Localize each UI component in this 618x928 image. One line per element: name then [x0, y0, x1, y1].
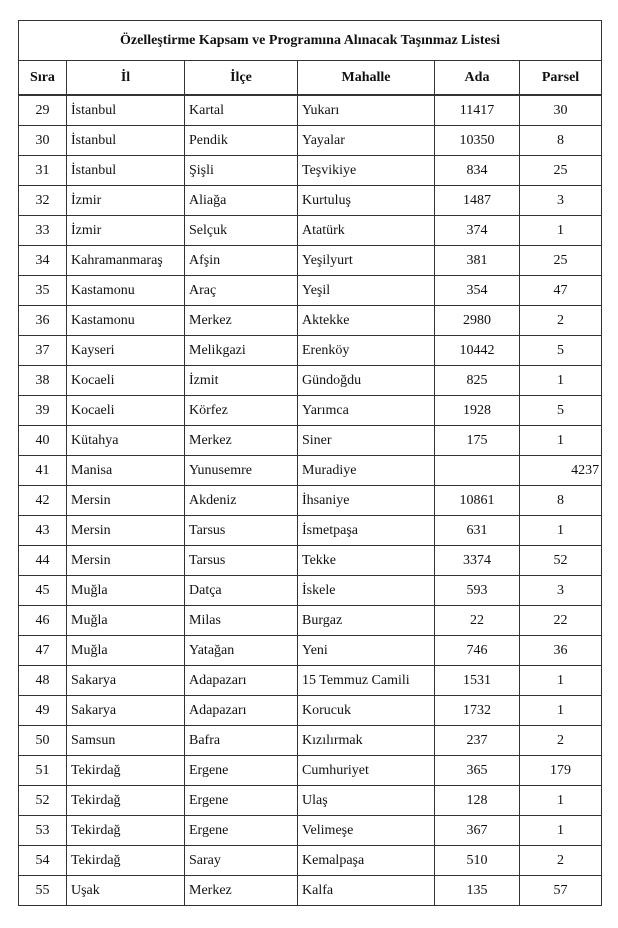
cell-il: Muğla	[67, 606, 185, 636]
cell-il: Mersin	[67, 516, 185, 546]
cell-sira: 39	[19, 396, 67, 426]
cell-il: Kocaeli	[67, 396, 185, 426]
cell-parsel: 1	[520, 516, 602, 546]
table-row	[19, 756, 602, 786]
cell-sira: 34	[19, 246, 67, 276]
cell-sira: 47	[19, 636, 67, 666]
cell-ilce: Merkez	[185, 426, 298, 456]
cell-ada: 10350	[435, 126, 520, 156]
cell-ilce: Saray	[185, 846, 298, 876]
table-row	[19, 276, 602, 306]
cell-mahalle: 15 Temmuz Camili	[298, 666, 435, 696]
table-row	[19, 816, 602, 846]
cell-parsel: 30	[520, 95, 602, 126]
cell-ilce: Milas	[185, 606, 298, 636]
cell-mahalle: İsmetpaşa	[298, 516, 435, 546]
table-row	[19, 95, 602, 126]
cell-mahalle: Kızılırmak	[298, 726, 435, 756]
cell-il: İzmir	[67, 216, 185, 246]
cell-il: Muğla	[67, 576, 185, 606]
cell-parsel: 2	[520, 726, 602, 756]
cell-ada: 381	[435, 246, 520, 276]
cell-ada: 2980	[435, 306, 520, 336]
cell-il: Sakarya	[67, 666, 185, 696]
cell-ada: 237	[435, 726, 520, 756]
cell-parsel: 25	[520, 156, 602, 186]
cell-sira: 41	[19, 456, 67, 486]
table-row	[19, 846, 602, 876]
table-row	[19, 726, 602, 756]
cell-ada: 10861	[435, 486, 520, 516]
cell-sira: 30	[19, 126, 67, 156]
table-row	[19, 126, 602, 156]
cell-sira: 52	[19, 786, 67, 816]
cell-il: İstanbul	[67, 156, 185, 186]
table-row	[19, 246, 602, 276]
cell-sira: 31	[19, 156, 67, 186]
table-row	[19, 696, 602, 726]
cell-ilce: Akdeniz	[185, 486, 298, 516]
cell-il: Tekirdağ	[67, 786, 185, 816]
cell-il: Muğla	[67, 636, 185, 666]
table-title: Özelleştirme Kapsam ve Programına Alınacak Taşınmaz Listesi	[19, 21, 602, 61]
header-row	[19, 61, 602, 96]
cell-sira: 32	[19, 186, 67, 216]
cell-mahalle: Kemalpaşa	[298, 846, 435, 876]
column-header-ilce: İlçe	[185, 61, 298, 96]
cell-ilce: Araç	[185, 276, 298, 306]
cell-il: Kastamonu	[67, 276, 185, 306]
cell-ilce: Bafra	[185, 726, 298, 756]
cell-il: Manisa	[67, 456, 185, 486]
cell-mahalle: Yayalar	[298, 126, 435, 156]
cell-ilce: Tarsus	[185, 516, 298, 546]
cell-ada: 1928	[435, 396, 520, 426]
cell-parsel: 3	[520, 186, 602, 216]
cell-parsel: 47	[520, 276, 602, 306]
cell-ada: 10442	[435, 336, 520, 366]
cell-parsel: 1	[520, 786, 602, 816]
cell-sira: 46	[19, 606, 67, 636]
cell-mahalle: Yeni	[298, 636, 435, 666]
cell-sira: 35	[19, 276, 67, 306]
cell-il: Kocaeli	[67, 366, 185, 396]
cell-sira: 42	[19, 486, 67, 516]
cell-ada: 631	[435, 516, 520, 546]
cell-mahalle: Ulaş	[298, 786, 435, 816]
cell-il: İzmir	[67, 186, 185, 216]
cell-il: Kütahya	[67, 426, 185, 456]
cell-parsel: 1	[520, 696, 602, 726]
cell-il: Samsun	[67, 726, 185, 756]
table-row	[19, 306, 602, 336]
cell-ilce: Ergene	[185, 816, 298, 846]
table-row	[19, 216, 602, 246]
cell-parsel: 52	[520, 546, 602, 576]
table-row	[19, 636, 602, 666]
cell-sira: 36	[19, 306, 67, 336]
cell-ilce: Ergene	[185, 786, 298, 816]
table-row	[19, 876, 602, 906]
cell-sira: 50	[19, 726, 67, 756]
cell-ada: 365	[435, 756, 520, 786]
cell-mahalle: Aktekke	[298, 306, 435, 336]
column-header-il: İl	[67, 61, 185, 96]
cell-mahalle: İskele	[298, 576, 435, 606]
cell-il: Uşak	[67, 876, 185, 906]
table-row	[19, 576, 602, 606]
cell-ilce: Pendik	[185, 126, 298, 156]
table-row	[19, 366, 602, 396]
cell-mahalle: Atatürk	[298, 216, 435, 246]
cell-ada: 128	[435, 786, 520, 816]
cell-ada: 825	[435, 366, 520, 396]
cell-parsel: 1	[520, 666, 602, 696]
cell-ilce: İzmit	[185, 366, 298, 396]
cell-ilce: Kartal	[185, 95, 298, 126]
cell-il: Kayseri	[67, 336, 185, 366]
cell-parsel: 8	[520, 486, 602, 516]
cell-mahalle: Burgaz	[298, 606, 435, 636]
cell-ilce: Yunusemre	[185, 456, 298, 486]
table-row	[19, 426, 602, 456]
cell-mahalle: Erenköy	[298, 336, 435, 366]
cell-il: Mersin	[67, 486, 185, 516]
cell-ilce: Merkez	[185, 306, 298, 336]
cell-ada: 510	[435, 846, 520, 876]
cell-parsel: 22	[520, 606, 602, 636]
table-row	[19, 396, 602, 426]
cell-ilce: Ergene	[185, 756, 298, 786]
cell-mahalle: Yukarı	[298, 95, 435, 126]
cell-il: Tekirdağ	[67, 756, 185, 786]
cell-sira: 37	[19, 336, 67, 366]
cell-ilce: Merkez	[185, 876, 298, 906]
cell-il: İstanbul	[67, 95, 185, 126]
cell-mahalle: Kurtuluş	[298, 186, 435, 216]
cell-ilce: Afşin	[185, 246, 298, 276]
cell-ada: 354	[435, 276, 520, 306]
cell-parsel: 8	[520, 126, 602, 156]
cell-mahalle: Yeşilyurt	[298, 246, 435, 276]
cell-ada: 135	[435, 876, 520, 906]
table-row	[19, 606, 602, 636]
cell-parsel: 1	[520, 366, 602, 396]
cell-mahalle: Yeşil	[298, 276, 435, 306]
cell-sira: 55	[19, 876, 67, 906]
column-header-ada: Ada	[435, 61, 520, 96]
cell-ada: 834	[435, 156, 520, 186]
cell-il: Sakarya	[67, 696, 185, 726]
cell-mahalle: Korucuk	[298, 696, 435, 726]
cell-mahalle: Tekke	[298, 546, 435, 576]
column-header-sira: Sıra	[19, 61, 67, 96]
table-body	[19, 95, 602, 906]
cell-sira: 40	[19, 426, 67, 456]
cell-mahalle: Teşvikiye	[298, 156, 435, 186]
cell-mahalle: Muradiye	[298, 456, 435, 486]
cell-ilce: Melikgazi	[185, 336, 298, 366]
table-row	[19, 516, 602, 546]
cell-parsel: 25	[520, 246, 602, 276]
cell-ilce: Aliağa	[185, 186, 298, 216]
cell-mahalle: Velimeşe	[298, 816, 435, 846]
cell-sira: 44	[19, 546, 67, 576]
cell-ada: 1487	[435, 186, 520, 216]
cell-mahalle: Yarımca	[298, 396, 435, 426]
cell-mahalle: Gündoğdu	[298, 366, 435, 396]
cell-ilce: Datça	[185, 576, 298, 606]
cell-ada: 1732	[435, 696, 520, 726]
cell-ilce: Yatağan	[185, 636, 298, 666]
cell-ada: 593	[435, 576, 520, 606]
cell-ada: 22	[435, 606, 520, 636]
column-header-parsel: Parsel	[520, 61, 602, 96]
cell-sira: 38	[19, 366, 67, 396]
cell-il: Mersin	[67, 546, 185, 576]
cell-ilce: Tarsus	[185, 546, 298, 576]
cell-il: İstanbul	[67, 126, 185, 156]
cell-mahalle: Siner	[298, 426, 435, 456]
cell-ada: 3374	[435, 546, 520, 576]
table-row	[19, 486, 602, 516]
cell-ada: 374	[435, 216, 520, 246]
cell-il: Kahramanmaraş	[67, 246, 185, 276]
cell-parsel: 1	[520, 216, 602, 246]
cell-sira: 53	[19, 816, 67, 846]
cell-ada: 1531	[435, 666, 520, 696]
column-header-mahalle: Mahalle	[298, 61, 435, 96]
cell-ilce: Adapazarı	[185, 666, 298, 696]
cell-parsel: 2	[520, 846, 602, 876]
table-row	[19, 666, 602, 696]
cell-parsel: 2	[520, 306, 602, 336]
cell-parsel: 36	[520, 636, 602, 666]
cell-il: Tekirdağ	[67, 816, 185, 846]
table-row	[19, 456, 602, 486]
cell-sira: 54	[19, 846, 67, 876]
cell-ada: 11417	[435, 95, 520, 126]
cell-sira: 49	[19, 696, 67, 726]
cell-ilce: Körfez	[185, 396, 298, 426]
cell-sira: 45	[19, 576, 67, 606]
title-row	[19, 21, 602, 61]
cell-parsel: 3	[520, 576, 602, 606]
cell-sira: 51	[19, 756, 67, 786]
table-row	[19, 336, 602, 366]
cell-ada: 367	[435, 816, 520, 846]
cell-ada: 175	[435, 426, 520, 456]
cell-ada: 746	[435, 636, 520, 666]
cell-parsel: 5	[520, 396, 602, 426]
cell-sira: 33	[19, 216, 67, 246]
cell-parsel: 179	[520, 756, 602, 786]
cell-sira: 43	[19, 516, 67, 546]
cell-ilce: Adapazarı	[185, 696, 298, 726]
cell-parsel: 5	[520, 336, 602, 366]
cell-sira: 29	[19, 95, 67, 126]
table-row	[19, 786, 602, 816]
cell-parsel: 1	[520, 816, 602, 846]
cell-parsel: 57	[520, 876, 602, 906]
cell-ilce: Şişli	[185, 156, 298, 186]
cell-sira: 48	[19, 666, 67, 696]
table-row	[19, 546, 602, 576]
cell-parsel: 1	[520, 426, 602, 456]
cell-ada	[435, 456, 520, 486]
table-row	[19, 186, 602, 216]
cell-il: Kastamonu	[67, 306, 185, 336]
cell-mahalle: İhsaniye	[298, 486, 435, 516]
cell-mahalle: Kalfa	[298, 876, 435, 906]
property-list-table	[18, 20, 602, 906]
table-row	[19, 156, 602, 186]
cell-mahalle: Cumhuriyet	[298, 756, 435, 786]
cell-il: Tekirdağ	[67, 846, 185, 876]
cell-parsel: 4237	[520, 456, 602, 486]
cell-ilce: Selçuk	[185, 216, 298, 246]
